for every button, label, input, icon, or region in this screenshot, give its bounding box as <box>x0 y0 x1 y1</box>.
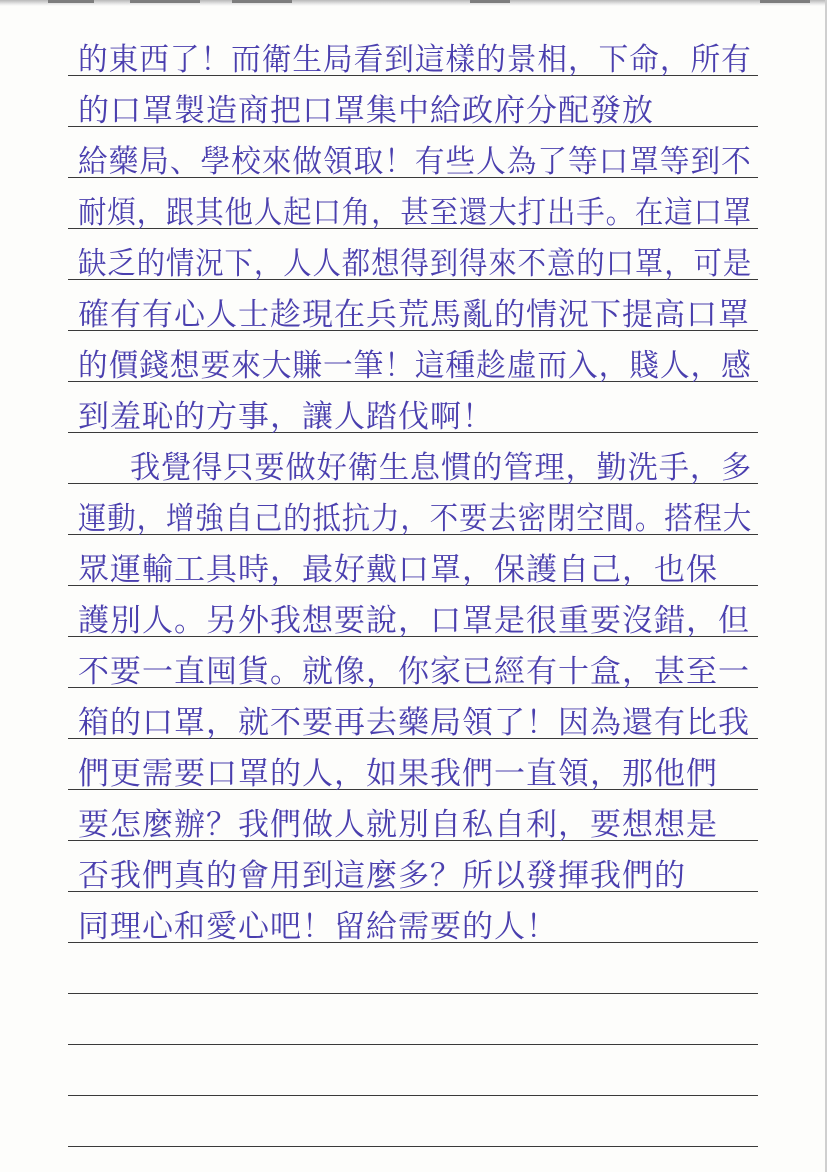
essay-line: 不要一直囤貨。就像，你家已經有十盒，甚至一 <box>78 654 750 690</box>
ruled-line <box>68 1095 758 1096</box>
essay-line: 耐煩，跟其他人起口角，甚至還大打出手。在這口罩 <box>78 195 753 231</box>
ruled-line <box>68 1146 758 1147</box>
essay-line: 們更需要口罩的人，如果我們一直領，那他們 <box>78 756 718 792</box>
scan-edge-mark <box>470 0 510 3</box>
essay-line: 否我們真的會用到這麼多？所以發揮我們的 <box>78 858 686 894</box>
essay-line: 運動，增強自己的抵抗力，不要去密閉空間。搭程大 <box>78 501 753 537</box>
essay-line: 到羞恥的方事，讓人踏伐啊！ <box>78 399 494 435</box>
scan-edge-mark <box>760 0 810 3</box>
essay-line: 確有有心人士趁現在兵荒馬亂的情況下提高口罩 <box>78 297 750 333</box>
essay-line: 的價錢想要來大賺一筆！這種趁虛而入，賤人，感 <box>78 348 752 384</box>
scan-edge-top <box>0 0 827 6</box>
scan-edge-mark <box>48 0 94 3</box>
essay-line: 眾運輸工具時，最好戴口罩，保護自己，也保 <box>78 552 718 588</box>
essay-line: 給藥局、學校來做領取！有些人為了等口罩等到不 <box>78 144 752 180</box>
scan-edge-mark <box>130 0 200 3</box>
essay-line-paragraph-start: 我覺得只要做好衛生息慣的管理，勤洗手，多 <box>130 450 753 486</box>
scan-edge-mark <box>232 0 292 3</box>
essay-line: 缺乏的情況下，人人都想得到得來不意的口罩，可是 <box>78 246 753 282</box>
essay-line: 護別人。另外我想要說，口罩是很重要沒錯，但 <box>78 603 750 639</box>
essay-line: 要怎麼辦？我們做人就別自私自利，要想想是 <box>78 807 718 843</box>
essay-line: 同理心和愛心吧！留給需要的人！ <box>78 909 558 945</box>
ruled-line <box>68 993 758 994</box>
essay-line: 的東西了！而衛生局看到這樣的景相，下命，所有 <box>78 42 752 78</box>
ruled-line <box>68 1044 758 1045</box>
essay-line: 箱的口罩，就不要再去藥局領了！因為還有比我 <box>78 705 750 741</box>
essay-line: 的口罩製造商把口罩集中給政府分配發放 <box>78 93 654 129</box>
